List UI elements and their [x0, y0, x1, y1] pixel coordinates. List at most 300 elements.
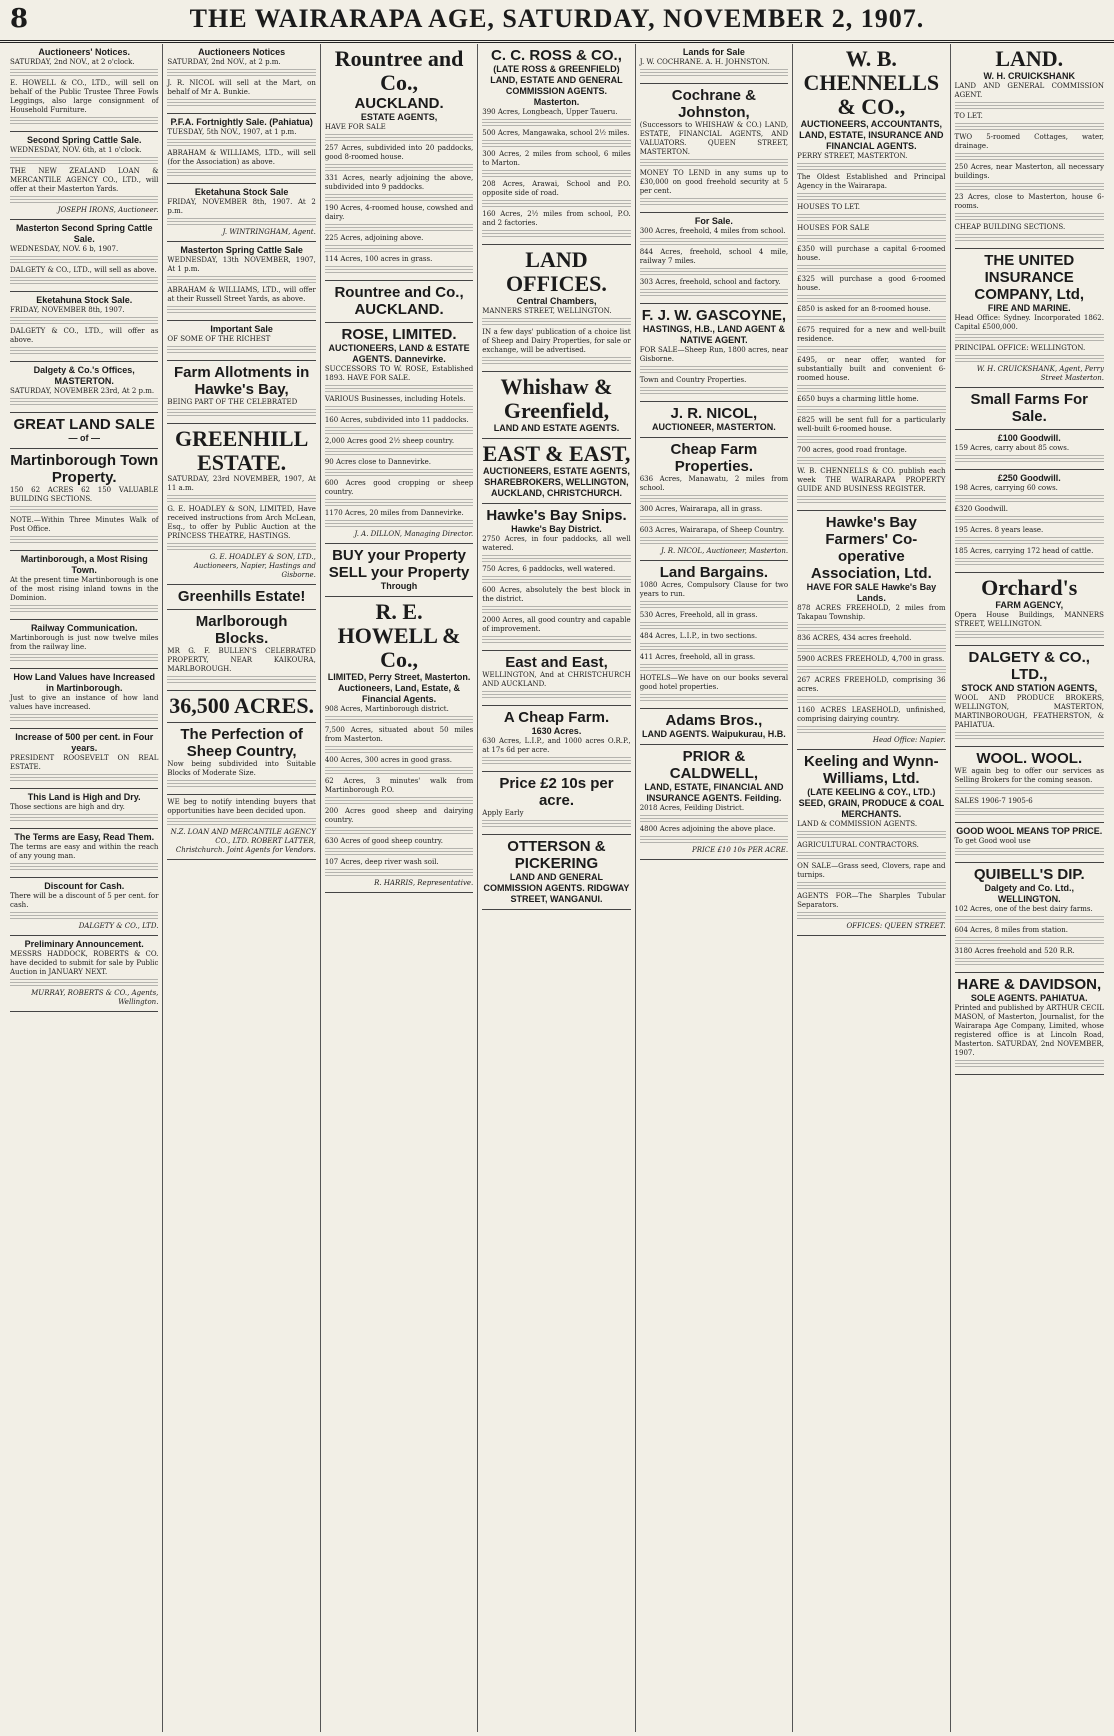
ad-body-text [167, 780, 315, 788]
advertisement [640, 561, 788, 709]
ad-text: WEDNESDAY, NOV. 6 b, 1907. [10, 245, 119, 253]
ad-text: SATURDAY, 2nd NOV., at 2 p.m. [167, 58, 281, 66]
ad-large-heading: J. R. NICOL, [670, 405, 758, 422]
ad-body-text [797, 406, 945, 414]
ad-large-heading: AUCKLAND. [354, 95, 444, 112]
ad-body-text [10, 774, 158, 782]
ad-heading: £100 Goodwill. [997, 433, 1061, 443]
ad-body-text [955, 537, 1104, 545]
ad-text: 250 Acres, near Masterton, all necessary buildings. [954, 163, 1104, 180]
ad-text: MANNERS STREET, WELLINGTON. [482, 307, 612, 315]
column-6 [793, 44, 950, 1732]
ad-text: WOOL AND PRODUCE BROKERS, WELLINGTON, MASTERTON, MARTINBOROUGH, FEATHERSTON, & PAHIATUA. [954, 694, 1104, 729]
ad-body-text [797, 346, 945, 354]
ad-heading: HASTINGS, H.B., LAND AGENT & NATIVE AGENT. [642, 324, 785, 345]
ad-large-heading: Rountree and Co., AUCKLAND. [334, 284, 464, 318]
ad-body-text [325, 746, 473, 754]
ad-text: 636 Acres, Manawatu, 2 miles from school. [639, 475, 789, 492]
ad-text: 331 Acres, nearly adjoining the above, subdivided into 9 paddocks. [324, 174, 474, 191]
ad-text: PRESIDENT ROOSEVELT ON REAL ESTATE. [10, 754, 159, 771]
advertisement [10, 669, 158, 729]
advertisement [10, 829, 158, 878]
ad-body-text [482, 357, 630, 365]
ad-heading: FIRE AND MARINE. [987, 303, 1071, 313]
ad-body-text [640, 289, 788, 297]
ad-body-text [482, 757, 630, 765]
ad-heading: 1630 Acres. [531, 726, 582, 736]
ad-signature: W. H. CRUICKSHANK, Agent, Perry Street Masterton. [976, 365, 1104, 382]
ad-body-text [325, 848, 473, 856]
ad-body-text [10, 714, 158, 722]
ad-body-text [325, 448, 473, 456]
ad-body-text [482, 606, 630, 614]
ad-display-heading: Orchard's [981, 575, 1078, 600]
ad-body-text [167, 346, 315, 354]
ad-body-text [955, 455, 1104, 463]
ad-text: 500 Acres, Mangawaka, school 2½ miles. [482, 129, 630, 137]
ad-heading: LAND, ESTATE, FINANCIAL AND INSURANCE AGENTS. Feilding. [644, 782, 784, 803]
advertisement [955, 249, 1104, 388]
ad-text: E. HOWELL & CO., LTD., will sell on behalf of the Public Trustee Three Fowls Leggings, also large consignment of Household Furniture. [10, 79, 159, 114]
ad-text: 411 Acres, freehold, all in grass. [639, 653, 756, 661]
ad-text: £320 Goodwill. [954, 505, 1009, 513]
ad-body-text [325, 245, 473, 253]
newspaper-columns [6, 44, 1108, 1732]
ad-large-heading: The Perfection of Sheep Country, [180, 726, 303, 760]
ad-body-text [325, 427, 473, 435]
ad-heading: LAND AND GENERAL COMMISSION AGENTS. RIDGWAY STREET, WANGANUI. [483, 872, 630, 904]
ad-signature: MURRAY, ROBERTS & CO., Agents, Wellington. [31, 989, 159, 1006]
advertisement [482, 439, 630, 504]
ad-heading: (LATE ROSS & GREENFIELD) LAND, ESTATE AND GENERAL COMMISSION AGENTS. Masterton. [490, 64, 623, 107]
ad-heading: Second Spring Cattle Sale. [26, 135, 142, 145]
ad-heading: Discount for Cash. [44, 881, 125, 891]
ad-text: WE again beg to offer our services as Selling Brokers for the coming season. [954, 767, 1104, 784]
ad-text: Apply Early [482, 809, 524, 817]
ad-large-heading: Hawke's Bay Snips. [486, 507, 627, 524]
ad-body-text [955, 183, 1104, 191]
ad-text: 390 Acres, Longbeach, Upper Taueru. [482, 108, 618, 116]
ad-text: W. B. CHENNELLS & CO. publish each week THE WAIRARAPA PROPERTY GUIDE AND BUSINESS REGISTER. [797, 467, 946, 493]
ad-heading: Auctioneers' Notices. [38, 47, 131, 57]
ad-text: 2750 Acres, in four paddocks, all well watered. [482, 535, 631, 552]
ad-body-text [640, 366, 788, 374]
ad-text: BEING PART OF THE CELEBRATED [167, 398, 298, 406]
ad-text: 908 Acres, Martinborough district. [324, 705, 449, 713]
advertisement [955, 573, 1104, 646]
ad-signature: J. A. DILLON, Managing Director. [354, 530, 474, 538]
ad-text: Just to give an instance of how land values have increased. [10, 694, 159, 711]
ad-body-text [955, 787, 1104, 795]
advertisement [640, 304, 788, 402]
ad-body-text [10, 814, 158, 822]
ad-body-text [955, 516, 1104, 524]
advertisement [167, 424, 315, 585]
ad-text: FRIDAY, NOVEMBER 8th, 1907. At 2 p.m. [167, 198, 316, 215]
ad-text: 225 Acres, adjoining above. [324, 234, 424, 242]
advertisement [167, 723, 315, 795]
ad-heading: AUCTIONEER, MASTERTON. [651, 422, 776, 432]
ad-large-heading: Martinborough Town Property. [10, 452, 159, 486]
ad-signature: R. HARRIS, Representative. [374, 879, 474, 887]
ad-text: £650 buys a charming little home. [797, 395, 919, 403]
ad-body-text [640, 69, 788, 77]
ad-text: 200 Acres good sheep and dairying country. [324, 807, 474, 824]
advertisement [10, 789, 158, 829]
ad-large-heading: PRIOR & CALDWELL, [669, 748, 759, 782]
ad-body-text [325, 134, 473, 142]
ad-text: There will be a discount of 5 per cent. for cash. [10, 892, 159, 909]
ad-body-text [167, 495, 315, 503]
ad-heading: Eketahuna Stock Sale [194, 187, 289, 197]
ad-text: HAVE FOR SALE [324, 123, 386, 131]
advertisement [10, 878, 158, 936]
ad-large-heading: Adams Bros., [665, 712, 763, 729]
advertisement [10, 220, 158, 292]
ad-text: TWO 5-roomed Cottages, water, drainage. [954, 133, 1104, 150]
ad-body-text [640, 622, 788, 630]
advertisement [482, 44, 630, 245]
ad-signature: OFFICES: QUEEN STREET. [846, 922, 946, 930]
ad-body-text [797, 496, 945, 504]
ad-large-heading: BUY your Property SELL your Property [328, 547, 470, 581]
ad-text: The Oldest Established and Principal Agency in the Wairarapa. [797, 173, 946, 190]
ad-heading: For Sale. [694, 216, 733, 226]
ad-body-text [325, 716, 473, 724]
ad-body-text [955, 123, 1104, 131]
advertisement [167, 610, 315, 691]
ad-heading: — of — [68, 433, 100, 443]
ad-large-heading: ROSE, LIMITED. [341, 326, 457, 343]
ad-text: 267 ACRES FREEHOLD, comprising 36 acres. [797, 676, 946, 693]
ad-text: 836 ACRES, 434 acres freehold. [797, 634, 912, 642]
ad-text: CHEAP BUILDING SECTIONS. [954, 223, 1066, 231]
ad-text: The terms are easy and within the reach of any young man. [10, 843, 159, 860]
ad-body-text [325, 869, 473, 877]
ad-text: 2000 Acres, all good country and capable of improvement. [482, 616, 631, 633]
ad-text: £350 will purchase a capital 6-roomed house. [797, 245, 946, 262]
advertisement [167, 242, 315, 321]
ad-body-text [10, 654, 158, 662]
ad-heading: LIMITED, Perry Street, Masterton. Auctioneers, Land, Estate, & Financial Agents. [327, 672, 471, 704]
ad-text: HOUSES TO LET. [797, 203, 861, 211]
ad-heading: Masterton Second Spring Cattle Sale. [15, 223, 153, 244]
advertisement [10, 551, 158, 620]
ad-text: ABRAHAM & WILLIAMS, LTD., will sell (for the Association) as above. [167, 149, 316, 166]
ad-text: 2,000 Acres good 2½ sheep country. [324, 437, 455, 445]
ad-body-text [167, 306, 315, 314]
ad-large-heading: GREAT LAND SALE [13, 416, 155, 433]
ad-text: WEDNESDAY, 13th NOVEMBER, 1907, At 1 p.m. [167, 256, 316, 273]
ad-body-text [955, 958, 1104, 966]
ad-body-text [482, 230, 630, 238]
ad-text: 750 Acres, 6 paddocks, well watered. [482, 565, 616, 573]
ad-body-text [10, 196, 158, 204]
ad-body-text [10, 117, 158, 125]
ad-body-text [797, 193, 945, 201]
ad-text: 630 Acres of good sheep country. [324, 837, 444, 845]
ad-body-text [640, 268, 788, 276]
ad-body-text [10, 157, 158, 165]
ad-text: 400 Acres, 300 acres in good grass. [324, 756, 452, 764]
ad-text: 257 Acres, subdivided into 20 paddocks, good 8-roomed house. [324, 144, 474, 161]
ad-heading: LAND AGENTS. Waipukurau, H.B. [641, 729, 786, 739]
ad-body-text [482, 691, 630, 699]
ad-body-text [640, 238, 788, 246]
ad-text: Martinborough is just now twelve miles from the railway line. [10, 634, 159, 651]
newspaper-title: THE WAIRARAPA AGE, SATURDAY, NOVEMBER 2, 1907. [189, 4, 925, 33]
ad-body-text [797, 882, 945, 890]
ad-heading: This Land is High and Dry. [27, 792, 141, 802]
advertisement [955, 863, 1104, 973]
advertisement [482, 706, 630, 772]
ad-text: 303 Acres, freehold, school and factory. [639, 278, 781, 286]
ad-text: 1160 ACRES LEASEHOLD, unfinished, comprising dairying country. [797, 706, 946, 723]
ad-text: 102 Acres, one of the best dairy farms. [954, 905, 1093, 913]
ad-heading: The Terms are Easy, Read Them. [14, 832, 155, 842]
advertisement [640, 438, 788, 561]
ad-large-heading: Marlborough Blocks. [195, 613, 288, 647]
ad-body-text [797, 265, 945, 273]
advertisement [955, 646, 1104, 747]
advertisement [167, 361, 315, 424]
ad-text: SATURDAY, NOVEMBER 23rd, At 2 p.m. [10, 387, 155, 395]
ad-large-heading: Hawke's Bay Farmers' Co-operative Association, Ltd. [810, 514, 932, 582]
ad-body-text [167, 818, 315, 826]
ad-body-text [325, 385, 473, 393]
ad-body-text [640, 495, 788, 503]
advertisement [640, 709, 788, 745]
ad-large-heading: Greenhills Estate! [177, 588, 306, 605]
ad-text: G. E. HOADLEY & SON, LIMITED, Have received instructions from Arch McLean, Esq., to offer by Public Auction at the PRINCESS THEATRE, HASTINGS. [167, 505, 316, 540]
ad-text: 198 Acres, carrying 60 cows. [954, 484, 1058, 492]
ad-text: 7,500 Acres, situated about 50 miles from Masterton. [324, 726, 474, 743]
advertisement [640, 213, 788, 304]
ad-large-heading: A Cheap Farm. [503, 709, 610, 726]
ad-text: AGENTS FOR—The Sharples Tubular Separators. [797, 892, 946, 909]
ad-body-text [797, 214, 945, 222]
ad-body-text [167, 218, 315, 226]
ad-signature: Head Office: Napier. [872, 736, 946, 744]
advertisement [482, 372, 630, 439]
ad-text: 3180 Acres freehold and 520 R.R. [954, 947, 1075, 955]
ad-text: 208 Acres, Arawai, School and P.O. opposite side of road. [482, 180, 631, 197]
ad-body-text [955, 631, 1104, 639]
ad-body-text [797, 645, 945, 653]
advertisement [482, 245, 630, 372]
ad-text: LAND AND GENERAL COMMISSION AGENT. [954, 82, 1104, 99]
ad-text: 1080 Acres, Compulsory Clause for two years to run. [639, 581, 789, 598]
ad-body-text [10, 256, 158, 264]
ad-body-text [10, 506, 158, 514]
ad-heading: ESTATE AGENTS, [360, 112, 438, 122]
ad-large-heading: THE UNITED INSURANCE COMPANY, Ltd, [974, 252, 1085, 303]
ad-display-heading: W. B. CHENNELLS & CO., [803, 46, 940, 119]
ad-text: SALES 1906-7 1905-6 [954, 797, 1033, 805]
advertisement [325, 281, 473, 323]
ad-text: TUESDAY, 5th NOV., 1907, at 1 p.m. [167, 128, 297, 136]
ad-body-text [797, 436, 945, 444]
ad-body-text [797, 163, 945, 171]
ad-text: 62 Acres, 3 minutes' walk from Martinborough P.O. [324, 777, 474, 794]
ad-large-heading: Cheap Farm Properties. [670, 441, 758, 475]
ad-body-text [482, 555, 630, 563]
ad-text: £850 is asked for an 8-roomed house. [797, 305, 931, 313]
ad-heading: Lands for Sale [682, 47, 745, 57]
ad-text: At the present time Martinborough is one of the most rising inland towns in the Dominion. [10, 576, 159, 602]
advertisement [325, 44, 473, 281]
ad-text: Those sections are high and dry. [10, 803, 125, 811]
ad-text: LAND & COMMISSION AGENTS. [797, 820, 918, 828]
ad-body-text [955, 334, 1104, 342]
ad-large-heading: C. C. ROSS & CO., [491, 47, 622, 64]
ad-body-text [10, 912, 158, 920]
ad-body-text [955, 808, 1104, 816]
masthead [0, 0, 1114, 43]
ad-text: WE beg to notify intending buyers that opportunities have been decided upon. [167, 798, 316, 815]
ad-text: IN a few days' publication of a choice list of Sheep and Dairy Properties, for sale or exchange, will be advertised. [482, 328, 631, 354]
ad-body-text [640, 198, 788, 206]
ad-body-text [10, 347, 158, 355]
ad-body-text [955, 495, 1104, 503]
advertisement [10, 449, 158, 551]
ad-large-heading: DALGETY & CO., LTD., [968, 649, 1090, 683]
ad-text: 114 Acres, 100 acres in grass. [324, 255, 433, 263]
advertisement [955, 44, 1104, 249]
ad-body-text [482, 119, 630, 127]
ad-body-text [482, 318, 630, 326]
advertisement [482, 772, 630, 835]
advertisement [482, 651, 630, 706]
ad-body-text [955, 848, 1104, 856]
advertisement [325, 323, 473, 544]
ad-large-heading: HARE & DAVIDSON, [957, 976, 1102, 993]
advertisement [167, 585, 315, 610]
ad-body-text [797, 385, 945, 393]
ad-text: 107 Acres, deep river wash soil. [324, 858, 439, 866]
ad-body-text [10, 536, 158, 544]
ad-large-heading: WOOL. WOOL. [976, 750, 1083, 767]
ad-body-text [797, 235, 945, 243]
ad-heading: Preliminary Announcement. [24, 939, 144, 949]
ad-heading: FARM AGENCY, [995, 600, 1064, 610]
ad-body-text [325, 520, 473, 528]
ad-body-text [640, 694, 788, 702]
ad-body-text [955, 916, 1104, 924]
ad-body-text [325, 499, 473, 507]
advertisement [167, 184, 315, 242]
ad-body-text [167, 276, 315, 284]
ad-heading: W. H. CRUICKSHANK [983, 71, 1075, 81]
ad-body-text [167, 676, 315, 684]
ad-body-text [797, 726, 945, 734]
column-3 [321, 44, 478, 1732]
ad-text: 1170 Acres, 20 miles from Dannevirke. [324, 509, 464, 517]
ad-heading: Martinborough, a Most Rising Town. [20, 554, 148, 575]
advertisement [10, 936, 158, 1012]
ad-text: 160 Acres, 2½ miles from school, P.O. and 2 factories. [482, 210, 631, 227]
ad-body-text [482, 636, 630, 644]
advertisement [955, 470, 1104, 573]
column-4 [478, 44, 635, 1732]
ad-heading: P.F.A. Fortnightly Sale. (Pahiatua) [170, 117, 313, 127]
ad-text: DALGETY & CO., LTD., will offer as above. [10, 327, 159, 344]
ad-body-text [955, 102, 1104, 110]
ad-body-text [325, 827, 473, 835]
ad-body-text [325, 164, 473, 172]
ad-body-text [167, 409, 315, 417]
ad-heading: Increase of 500 per cent. in Four years. [15, 732, 154, 753]
ad-text: 530 Acres, Freehold, all in grass. [639, 611, 758, 619]
page-number: 8 [10, 4, 29, 34]
ad-body-text [640, 601, 788, 609]
ad-body-text [797, 295, 945, 303]
ad-body-text [167, 99, 315, 107]
ad-body-text [10, 863, 158, 871]
ad-text: Head Office: Sydney. Incorporated 1862. Capital £500,000. [954, 314, 1104, 331]
advertisement [955, 747, 1104, 823]
ad-text: 23 Acres, close to Masterton, house 6-rooms. [954, 193, 1104, 210]
ad-heading: LAND AND ESTATE AGENTS. [493, 423, 620, 433]
ad-body-text [955, 1060, 1104, 1068]
ad-body-text [640, 387, 788, 395]
advertisement [10, 362, 158, 413]
ad-text: 150 62 ACRES 62 150 VALUABLE BUILDING SECTIONS. [10, 486, 159, 503]
ad-body-text [955, 937, 1104, 945]
ad-text: 600 Acres good cropping or sheep country. [324, 479, 474, 496]
ad-heading: Masterton Spring Cattle Sale [180, 245, 303, 255]
advertisement [955, 388, 1104, 430]
ad-text: OF SOME OF THE RICHEST [167, 335, 271, 343]
ad-text: 4800 Acres adjoining the above place. [639, 825, 776, 833]
column-2 [163, 44, 320, 1732]
ad-heading: AUCTIONEERS, ESTATE AGENTS, SHAREBROKERS, WELLINGTON, AUCKLAND, CHRISTCHURCH. [483, 466, 630, 498]
ad-display-heading: 36,500 ACRES. [169, 693, 315, 718]
advertisement [640, 84, 788, 213]
ad-heading: AUCTIONEERS, ACCOUNTANTS, LAND, ESTATE, INSURANCE AND FINANCIAL AGENTS. [799, 119, 944, 151]
ad-text: £825 will be sent full for a particularly well-built 6-roomed house. [797, 416, 946, 433]
ad-text: FRIDAY, NOVEMBER 8th, 1907. [10, 306, 125, 314]
ad-text: WELLINGTON, And at CHRISTCHURCH AND AUCKLAND. [482, 671, 631, 688]
ad-text: 300 Acres, Wairarapa, all in grass. [639, 505, 763, 513]
ad-heading: GOOD WOOL MEANS TOP PRICE. [956, 826, 1103, 836]
advertisement [10, 620, 158, 669]
ad-heading: AUCTIONEERS, LAND & ESTATE AGENTS. Dannevirke. [328, 343, 470, 364]
ad-display-heading: GREENHILL ESTATE. [175, 426, 309, 475]
ad-heading: Dalgety & Co.'s Offices, MASTERTON. [33, 365, 135, 386]
advertisement [640, 402, 788, 438]
ad-text: 159 Acres, carry about 85 cows. [954, 444, 1070, 452]
ad-signature: N.Z. LOAN AND MERCANTILE AGENCY CO., LTD. ROBERT LATTER, Christchurch. Joint Agents for Vendors. [170, 828, 316, 854]
ad-text: 878 ACRES FREEHOLD, 2 miles from Takapau Township. [797, 604, 946, 621]
ad-text: £325 will purchase a good 6-roomed house. [797, 275, 946, 292]
ad-text: DALGETY & CO., LTD., will sell as above. [10, 266, 157, 274]
ad-text: Opera House Buildings, MANNERS STREET, WELLINGTON. [954, 611, 1104, 628]
ad-body-text [10, 979, 158, 987]
ad-heading: Railway Communication. [30, 623, 138, 633]
ad-text: (Successors to WHISHAW & CO.) LAND, ESTATE, FINANCIAL AGENTS, AND VALUATORS. QUEEN STREET, MASTERTON. [639, 121, 789, 156]
ad-text: MR G. F. BULLEN'S CELEBRATED PROPERTY, NEAR KAIKOURA, MARLBOROUGH. [167, 647, 316, 673]
ad-text: TO LET. [954, 112, 983, 120]
ad-body-text [797, 666, 945, 674]
advertisement [167, 691, 315, 723]
ad-signature: DALGETY & CO., LTD. [78, 922, 159, 930]
ad-body-text [325, 224, 473, 232]
ad-signature: G. E. HOADLEY & SON, LTD., Auctioneers, Napier, Hastings and Gisborne. [193, 553, 316, 579]
ad-display-heading: EAST & EAST, [482, 441, 631, 466]
ad-text: £495, or near offer, wanted for substantially built and convenient 6-roomed house. [797, 356, 946, 382]
ad-heading: HAVE FOR SALE Hawke's Bay Lands. [806, 582, 937, 603]
